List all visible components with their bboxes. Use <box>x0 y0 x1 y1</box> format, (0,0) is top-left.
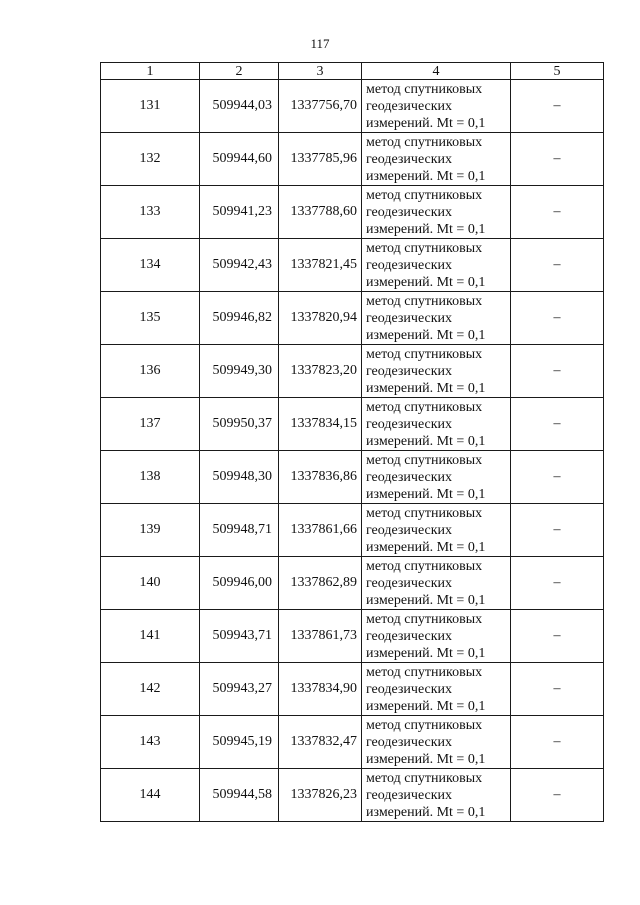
y-coordinate-cell: 1337821,45 <box>279 239 362 292</box>
point-number-cell: 141 <box>101 610 200 663</box>
method-line-2: геодезических <box>366 416 453 432</box>
note-cell: – <box>511 769 604 822</box>
point-number-cell: 132 <box>101 133 200 186</box>
method-line-3: измерений. Mt = 0,1 <box>366 433 486 449</box>
method-line-1: метод спутниковых <box>366 717 483 733</box>
point-number-cell: 137 <box>101 398 200 451</box>
method-cell <box>362 292 511 345</box>
method-cell <box>362 186 511 239</box>
point-number-cell: 136 <box>101 345 200 398</box>
method-line-1: метод спутниковых <box>366 558 483 574</box>
method-cell <box>362 716 511 769</box>
method-line-3: измерений. Mt = 0,1 <box>366 645 486 661</box>
method-line-1: метод спутниковых <box>366 134 483 150</box>
point-number-cell: 134 <box>101 239 200 292</box>
note-cell: – <box>511 292 604 345</box>
note-cell: – <box>511 504 604 557</box>
column-header-3: 3 <box>279 63 362 80</box>
table-row <box>101 292 604 345</box>
y-coordinate-cell: 1337832,47 <box>279 716 362 769</box>
method-line-2: геодезических <box>366 310 453 326</box>
y-coordinate-cell: 1337834,15 <box>279 398 362 451</box>
x-coordinate-cell: 509943,71 <box>200 610 279 663</box>
method-cell <box>362 451 511 504</box>
page-number: 117 <box>310 36 330 51</box>
point-number-cell: 144 <box>101 769 200 822</box>
y-coordinate-cell: 1337788,60 <box>279 186 362 239</box>
method-line-2: геодезических <box>366 257 453 273</box>
method-line-2: геодезических <box>366 363 453 379</box>
point-number-cell: 135 <box>101 292 200 345</box>
y-coordinate-cell: 1337861,73 <box>279 610 362 663</box>
x-coordinate-cell: 509948,30 <box>200 451 279 504</box>
method-line-3: измерений. Mt = 0,1 <box>366 168 486 184</box>
method-line-3: измерений. Mt = 0,1 <box>366 592 486 608</box>
y-coordinate-cell: 1337756,70 <box>279 80 362 133</box>
table-row <box>101 769 604 822</box>
method-line-1: метод спутниковых <box>366 505 483 521</box>
note-cell: – <box>511 663 604 716</box>
note-cell: – <box>511 451 604 504</box>
method-line-3: измерений. Mt = 0,1 <box>366 327 486 343</box>
method-line-3: измерений. Mt = 0,1 <box>366 751 486 767</box>
table-row <box>101 610 604 663</box>
point-number-cell: 133 <box>101 186 200 239</box>
method-line-1: метод спутниковых <box>366 346 483 362</box>
table-body <box>101 80 604 822</box>
note-cell: – <box>511 345 604 398</box>
method-line-3: измерений. Mt = 0,1 <box>366 698 486 714</box>
table-row <box>101 345 604 398</box>
x-coordinate-cell: 509946,00 <box>200 557 279 610</box>
method-cell <box>362 769 511 822</box>
method-line-1: метод спутниковых <box>366 452 483 468</box>
method-cell <box>362 398 511 451</box>
method-line-1: метод спутниковых <box>366 611 483 627</box>
x-coordinate-cell: 509948,71 <box>200 504 279 557</box>
method-line-2: геодезических <box>366 522 453 538</box>
y-coordinate-cell: 1337820,94 <box>279 292 362 345</box>
table-row <box>101 239 604 292</box>
method-line-3: измерений. Mt = 0,1 <box>366 221 486 237</box>
x-coordinate-cell: 509943,27 <box>200 663 279 716</box>
y-coordinate-cell: 1337861,66 <box>279 504 362 557</box>
y-coordinate-cell: 1337826,23 <box>279 769 362 822</box>
point-number-cell: 131 <box>101 80 200 133</box>
method-cell <box>362 504 511 557</box>
x-coordinate-cell: 509944,03 <box>200 80 279 133</box>
x-coordinate-cell: 509946,82 <box>200 292 279 345</box>
table-row <box>101 398 604 451</box>
method-line-1: метод спутниковых <box>366 187 483 203</box>
method-line-1: метод спутниковых <box>366 293 483 309</box>
method-line-1: метод спутниковых <box>366 770 483 786</box>
table-row <box>101 451 604 504</box>
method-line-3: измерений. Mt = 0,1 <box>366 380 486 396</box>
note-cell: – <box>511 557 604 610</box>
x-coordinate-cell: 509949,30 <box>200 345 279 398</box>
x-coordinate-cell: 509942,43 <box>200 239 279 292</box>
method-line-1: метод спутниковых <box>366 664 483 680</box>
point-number-cell: 142 <box>101 663 200 716</box>
y-coordinate-cell: 1337785,96 <box>279 133 362 186</box>
note-cell: – <box>511 610 604 663</box>
method-line-2: геодезических <box>366 734 453 750</box>
y-coordinate-cell: 1337823,20 <box>279 345 362 398</box>
note-cell: – <box>511 133 604 186</box>
method-line-2: геодезических <box>366 151 453 167</box>
point-number-cell: 143 <box>101 716 200 769</box>
x-coordinate-cell: 509950,37 <box>200 398 279 451</box>
table-header-row <box>101 63 604 80</box>
note-cell: – <box>511 80 604 133</box>
method-line-3: измерений. Mt = 0,1 <box>366 115 486 131</box>
method-line-2: геодезических <box>366 628 453 644</box>
method-line-1: метод спутниковых <box>366 240 483 256</box>
x-coordinate-cell: 509944,60 <box>200 133 279 186</box>
table-row <box>101 80 604 133</box>
y-coordinate-cell: 1337834,90 <box>279 663 362 716</box>
table-row <box>101 716 604 769</box>
method-line-2: геодезических <box>366 98 453 114</box>
x-coordinate-cell: 509941,23 <box>200 186 279 239</box>
column-header-4: 4 <box>362 63 511 80</box>
point-number-cell: 138 <box>101 451 200 504</box>
note-cell: – <box>511 398 604 451</box>
method-line-3: измерений. Mt = 0,1 <box>366 274 486 290</box>
table-row <box>101 133 604 186</box>
table-row <box>101 557 604 610</box>
table-row <box>101 663 604 716</box>
method-line-1: метод спутниковых <box>366 399 483 415</box>
y-coordinate-cell: 1337862,89 <box>279 557 362 610</box>
method-line-2: геодезических <box>366 575 453 591</box>
method-cell <box>362 663 511 716</box>
table-row <box>101 504 604 557</box>
column-header-2: 2 <box>200 63 279 80</box>
column-header-1: 1 <box>101 63 200 80</box>
method-line-2: геодезических <box>366 681 453 697</box>
note-cell: – <box>511 716 604 769</box>
point-number-cell: 140 <box>101 557 200 610</box>
method-cell <box>362 345 511 398</box>
method-line-2: геодезических <box>366 469 453 485</box>
point-number-cell: 139 <box>101 504 200 557</box>
y-coordinate-cell: 1337836,86 <box>279 451 362 504</box>
table-row <box>101 186 604 239</box>
method-cell <box>362 80 511 133</box>
column-header-5: 5 <box>511 63 604 80</box>
method-cell <box>362 239 511 292</box>
method-cell <box>362 557 511 610</box>
x-coordinate-cell: 509944,58 <box>200 769 279 822</box>
method-line-3: измерений. Mt = 0,1 <box>366 486 486 502</box>
coordinates-table <box>100 62 604 822</box>
method-line-2: геодезических <box>366 787 453 803</box>
method-line-3: измерений. Mt = 0,1 <box>366 539 486 555</box>
note-cell: – <box>511 186 604 239</box>
x-coordinate-cell: 509945,19 <box>200 716 279 769</box>
note-cell: – <box>511 239 604 292</box>
method-cell <box>362 610 511 663</box>
method-line-1: метод спутниковых <box>366 81 483 97</box>
method-cell <box>362 133 511 186</box>
method-line-2: геодезических <box>366 204 453 220</box>
method-line-3: измерений. Mt = 0,1 <box>366 804 486 820</box>
